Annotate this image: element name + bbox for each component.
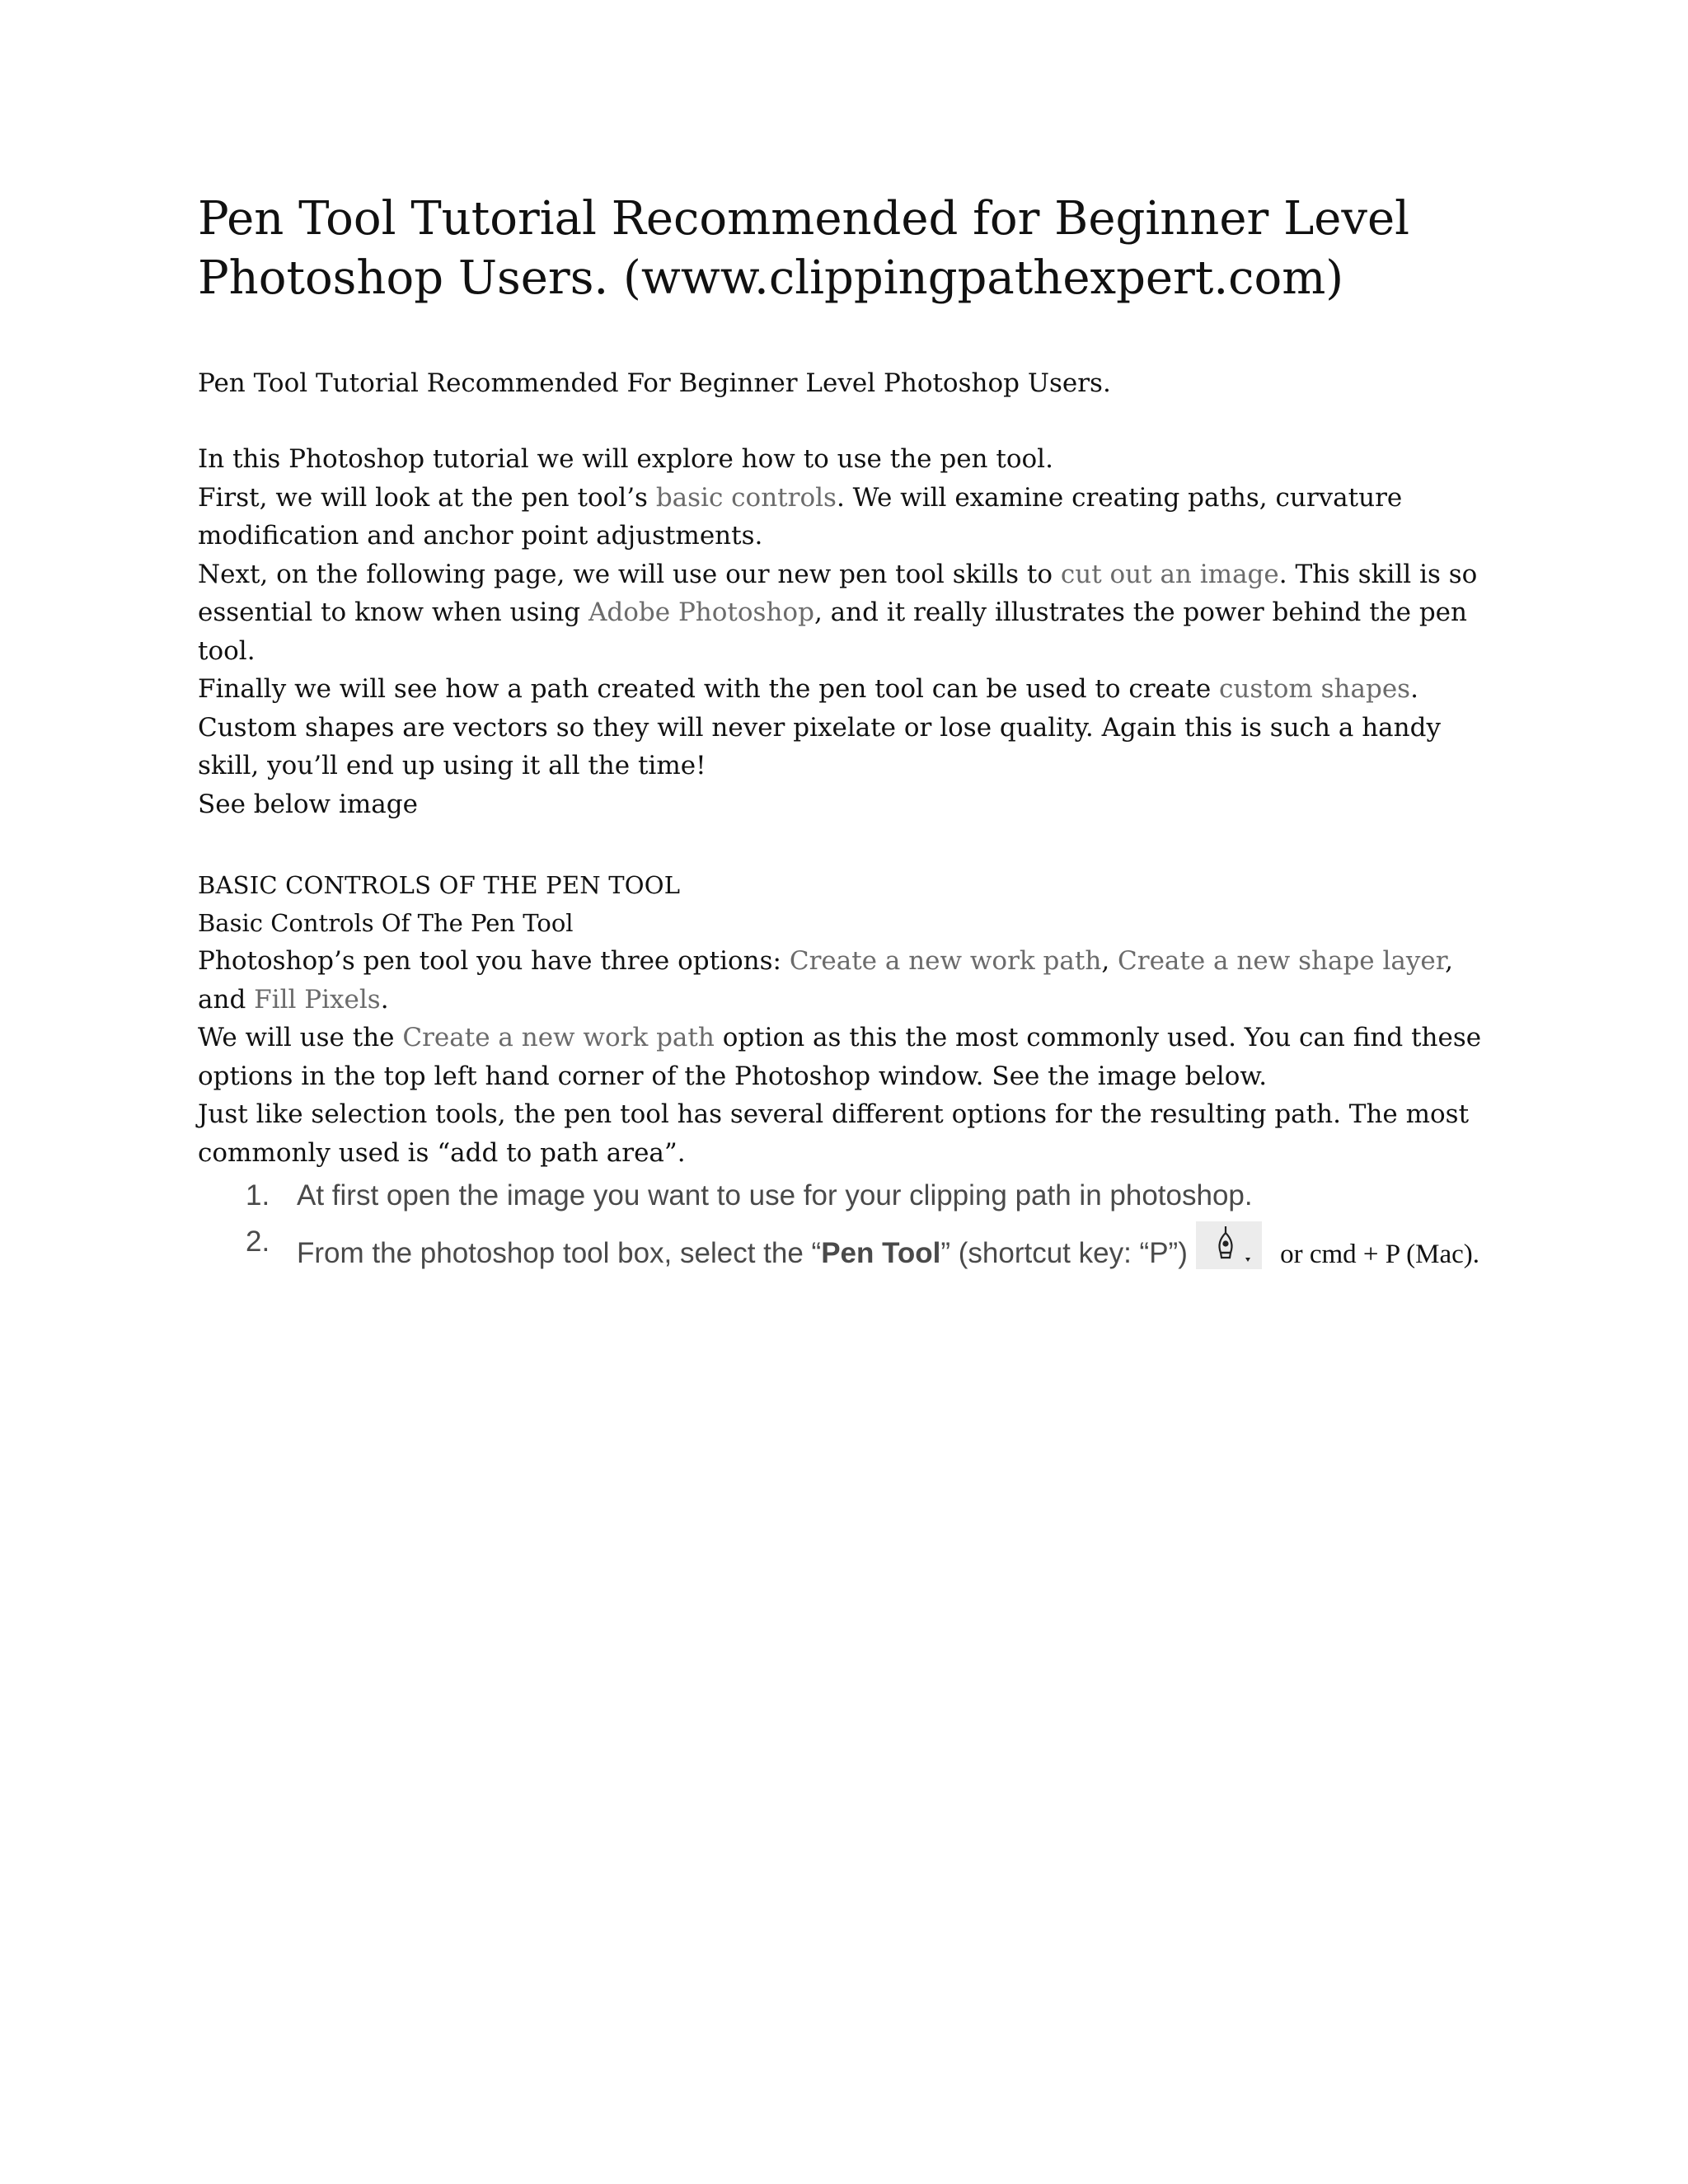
title-line-1: Pen Tool Tutorial Recommended for Beginner Level xyxy=(198,192,1410,246)
steps-list xyxy=(198,1175,1500,1275)
intro-line: In this Photoshop tutorial we will explore how to use the pen tool. xyxy=(198,444,1053,474)
adobe-photoshop-link[interactable]: Adobe Photoshop xyxy=(588,598,814,627)
pen-tool-term: Pen Tool xyxy=(821,1237,941,1269)
document-subtitle: Pen Tool Tutorial Recommended For Beginner Level Photoshop Users. xyxy=(198,368,1111,398)
step-text: At first open the image you want to use for your clipping path in photoshop. xyxy=(297,1179,1253,1212)
section-heading: Basic Controls Of The Pen Tool xyxy=(198,909,574,937)
intro-paragraph-custom-shapes: Finally we will see how a path created with the pen tool can be used to create custom shapes. Custom shapes are vectors so they will never pixelate or lose quality. Again this is such a handy skill, you’ll end up using it all the time! xyxy=(198,674,1441,780)
basics-options-paragraph: Photoshop’s pen tool you have three options: Create a new work path, Create a new shape layer, and Fill Pixels. xyxy=(198,946,1454,1015)
basic-controls-link[interactable]: basic controls xyxy=(655,482,837,513)
title-line-2: Photoshop Users. (www.clippingpathexpert.com) xyxy=(198,251,1344,305)
intro-paragraph-cut-out: Next, on the following page, we will use our new pen tool skills to cut out an image. This skill is so essential to know when using Adobe Photoshop, and it really illustrates the power behind the pen tool. xyxy=(198,559,1478,666)
step-number: 2. xyxy=(246,1226,270,1258)
list-item: 2. From the photoshop tool box, select the “Pen Tool” (shortcut key: “P”) or cmd + P (Mac). xyxy=(198,1221,1500,1275)
document-page xyxy=(198,190,1500,1280)
create-work-path-link[interactable]: Create a new work path xyxy=(789,946,1102,976)
list-item xyxy=(198,1175,1500,1216)
basics-work-path-paragraph: We will use the Create a new work path option as this the most commonly used. You can find these options in the top left hand corner of the Photoshop window. See the image below. xyxy=(198,1023,1482,1091)
basics-section xyxy=(198,942,1500,1275)
create-work-path-link-2[interactable]: Create a new work path xyxy=(402,1023,715,1052)
create-shape-layer-link[interactable]: Create a new shape layer xyxy=(1118,946,1446,976)
intro-section xyxy=(198,440,1500,823)
cut-out-image-link[interactable]: cut out an image xyxy=(1060,559,1279,589)
step-number: 1. xyxy=(246,1179,270,1212)
document-title xyxy=(198,190,1500,308)
basics-selection-paragraph: Just like selection tools, the pen tool has several different options for the resulting path. The most commonly used is “add to path area”. xyxy=(198,1099,1470,1168)
fill-pixels-link[interactable]: Fill Pixels xyxy=(254,984,381,1015)
pen-tool-icon xyxy=(1196,1221,1262,1269)
section-heading-caps: BASIC CONTROLS OF THE PEN TOOL xyxy=(198,871,681,899)
custom-shapes-link[interactable]: custom shapes xyxy=(1219,674,1411,704)
intro-paragraph-basic-controls: First, we will look at the pen tool’s basic controls. We will examine creating paths, curvature modification and anchor point adjustments. xyxy=(198,482,1403,551)
step-tail: or cmd + P (Mac). xyxy=(1273,1240,1480,1269)
see-below-text: See below image xyxy=(198,789,418,819)
